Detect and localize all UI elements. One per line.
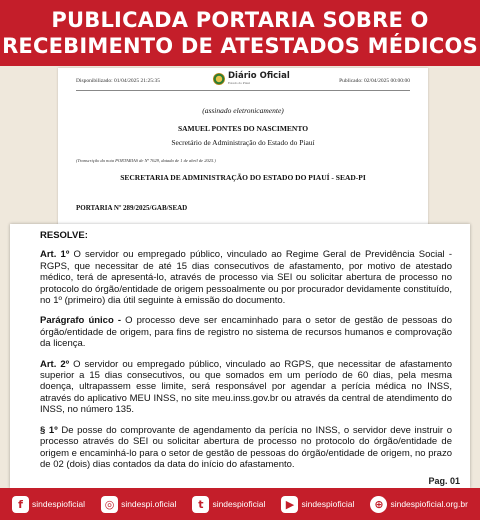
instagram-icon: ◎ [101,496,118,513]
document-page-body [10,224,470,488]
logo-subtitle: Estado do Piauí [228,80,250,85]
signer-name: SAMUEL PONTES DO NASCIMENTO [177,124,309,133]
youtube-link[interactable] [281,496,354,513]
twitter-icon: t [192,496,209,513]
article-2-label: Art. 2º [40,358,70,370]
article-2 [40,359,452,416]
signer-role: Secretário de Administração do Estado do Piauí [171,138,315,147]
article-1-label: Art. 1º [40,249,70,261]
paragraph-1-label: § 1º [40,424,58,436]
twitter-handle: sindespioficial [212,499,266,509]
article-1-text: O servidor ou empregado público, vinculado ao Regime Geral de Previdência Social - RGPS, que necessitar de até 15 dias consecutivos de afastamento, por motivo de atestado médico, terá de apresentá-lo, através de processo via SEI ou solicitar abertura de processo no protocolo do órgão/entidade de origem pessoalmente ou por procurador devidamente constituído, no 1º (primeiro) dia útil seguinte à emissão do documento. [40,249,452,307]
social-footer [0,488,480,520]
article-1 [40,249,452,306]
header-divider [76,90,410,91]
diario-oficial-logo [213,72,290,85]
twitter-link[interactable] [192,496,265,513]
signature-note: (assinado eletronicamente) [202,106,284,115]
globe-icon: ⊕ [370,496,387,513]
facebook-handle: sindespioficial [32,499,85,509]
logo-title: Diário Oficial [228,71,290,81]
paragrafo-unico-text: O processo deve ser encaminhado para o setor de gestão de pessoas do órgão/entidade de origem, para fins de registro no sistema de recursos humanos e comprovação da licença. [40,315,452,350]
state-seal-icon [213,73,225,85]
disponibilizado-date: Disponibilizado: 01/04/2025 21:25:35 [76,78,161,84]
publicado-date: Publicado: 02/04/2025 00:00:00 [339,78,410,84]
paragraph-1-text: De posse do comprovante de agendamento da perícia no INSS, o servidor deve instruir o processo através do SEI ou solicitar abertura de processo no protocolo do órgão/entidade de origem e encaminhá-lo para o setor de gestão de pessoas do órgão/entidade de origem, no prazo de 02 (dois) dias contados da data do início do afastamento. [40,424,452,470]
paragrafo-unico-label: Parágrafo único - [40,315,122,327]
transcription-note: (Transcrição da nota PORTARIAS de Nº 7629, datada de 1 de abril de 2025.) [76,158,216,163]
portaria-number: PORTARIA Nº 289/2025/GAB/SEAD [76,204,188,212]
banner-title-line-2: RECEBIMENTO DE ATESTADOS MÉDICOS [2,34,478,58]
banner-title-line-1: PUBLICADA PORTARIA SOBRE O [51,8,429,32]
instagram-link[interactable] [101,496,176,513]
title-banner [0,0,480,66]
document-body [40,230,452,479]
paragrafo-unico [40,315,452,349]
article-2-text: O servidor ou empregado público, vinculado ao RGPS, que necessitar de afastamento superior a 15 dias consecutivos, ou que somados em um período de 60 dias, pela mesma doença, ultrapassem esse limite, será responsável por agendar a perícia médica no INSS, através do aplicativo MEU INSS, no site meu.inss.gov.br ou através da central de atendimento do INSS, no número 135. [40,358,452,416]
resolve-heading: RESOLVE: [40,230,88,241]
secretariat-heading: SECRETARIA DE ADMINISTRAÇÃO DO ESTADO DO PIAUÍ - SEAD-PI [120,173,366,182]
facebook-link[interactable] [12,496,85,513]
youtube-handle: sindespioficial [301,499,355,509]
website-url: sindespioficial.org.br [390,499,468,509]
website-link[interactable] [370,496,467,513]
paragraph-1 [40,425,452,471]
facebook-icon: f [12,496,29,513]
gazette-header [76,72,410,90]
instagram-handle: sindespi.oficial [121,499,177,509]
youtube-icon: ▶ [281,496,298,513]
document-page-header [58,68,428,226]
page-number: Pag. 01 [428,476,460,486]
